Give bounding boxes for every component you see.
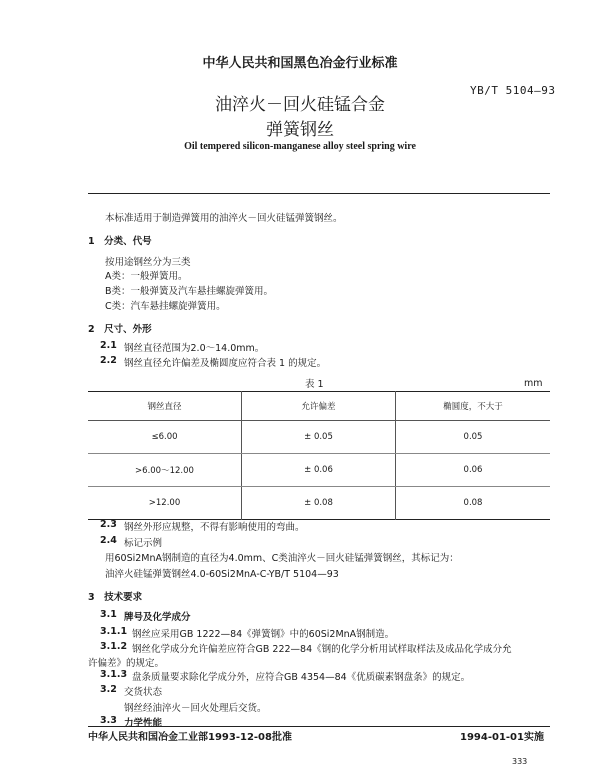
implementation-date: 1994-01-01实施 [460,732,544,743]
footer-divider [88,726,550,727]
clause-3-1-1-text: 钢丝应采用GB 1222—84《弹簧钢》中的60Si2MnA钢制造。 [132,629,395,640]
marking-example-text: 用60Si2MnA钢制造的直径为4.0mm、C类油淬火－回火硅锰弹簧钢丝，其标记为： [105,553,459,564]
section-1-heading: 1 分类、代号 [88,236,152,247]
clause-number: 2.4 [100,535,117,546]
clause-3-1-title: 牌号及化学成分 [124,612,191,623]
class-c-item: C类：汽车悬挂螺旋弹簧用。 [105,301,226,312]
clause-3-1-3-text: 盘条质量要求除化学成分外，应符合GB 4354—84《优质碳素钢盘条》的规定。 [132,672,471,683]
clause-number: 3.1.2 [100,641,128,652]
clause-2-3-text: 钢丝外形应规整，不得有影响使用的弯曲。 [124,522,305,533]
clause-number: 2.2 [100,355,117,366]
clause-2-1-text: 钢丝直径范围为2.0～14.0mm。 [124,343,265,354]
table-cell: 0.06 [396,454,551,487]
section-1-text: 按用途钢丝分为三类 [105,257,191,268]
clause-number: 3.1.3 [100,669,128,680]
clause-number: 3.1.1 [100,626,128,637]
document-title-line1: 油淬火－回火硅锰合金 [215,95,385,115]
english-title: Oil tempered silicon-manganese alloy steel spring wire [184,141,416,152]
issuing-body-title: 中华人民共和国黑色冶金行业标准 [202,56,398,71]
scope-paragraph: 本标准适用于制造弹簧用的油淬火－回火硅锰弹簧钢丝。 [105,213,343,224]
table-cell: ≤6.00 [88,421,242,454]
clause-number: 2.3 [100,519,117,530]
tolerance-table [88,391,550,520]
clause-3-2-text: 钢丝经油淬火－回火处理后交货。 [124,703,267,714]
page-number: 333 [512,757,528,766]
table-row [88,487,550,520]
header-divider [88,193,550,194]
marking-example-code: 油淬火硅锰弹簧钢丝4.0-60Si2MnA-C-YB/T 5104—93 [105,569,339,580]
table-cell: ± 0.08 [242,487,396,520]
standard-number: YB/T 5104—93 [470,84,556,97]
table-row [88,454,550,487]
table-cell: >12.00 [148,498,181,508]
clause-2-2-text: 钢丝直径允许偏差及椭圆度应符合表 1 的规定。 [124,358,327,369]
table-cell: 0.08 [396,487,551,520]
class-b-item: B类：一般弹簧及汽车悬挂螺旋弹簧用。 [105,286,274,297]
table-caption: 表 1 [305,379,324,390]
clause-2-4-text: 标记示例 [124,538,163,549]
table-cell: ± 0.06 [242,454,396,487]
clause-number: 3.3 [100,715,117,726]
clause-3-2-title: 交货状态 [124,687,163,698]
clause-3-1-2-text: 钢丝化学成分允许偏差应符合GB 222—84《钢的化学分析用试样取样法及成品化学成分允 [132,644,512,655]
table-row [88,421,550,454]
table-cell: >6.00～12.00 [88,454,242,487]
class-a-item: A类：一般弹簧用。 [105,271,188,282]
approval-line: 中华人民共和国冶金工业部1993-12-08批准 [88,732,292,743]
clause-number: 2.1 [100,340,117,351]
document-title-line2: 弹簧钢丝 [266,120,334,140]
clause-number: 3.1 [100,609,117,620]
table-unit: mm [524,378,543,389]
clause-3-1-2-continued: 许偏差》的规定。 [88,658,165,669]
clause-number: 3.2 [100,684,117,695]
section-3-heading: 3 技术要求 [88,592,143,603]
table-cell: 0.05 [396,421,551,454]
table-cell: ± 0.05 [242,421,396,454]
table-header-cell: 钢丝直径 [88,392,242,421]
table-header-cell: 允许偏差 [242,392,396,421]
clause-3-3-title: 力学性能 [124,718,163,729]
table-header-cell: 椭圆度，不大于 [396,392,551,421]
section-2-heading: 2 尺寸、外形 [88,324,152,335]
table-header-row [88,392,550,421]
